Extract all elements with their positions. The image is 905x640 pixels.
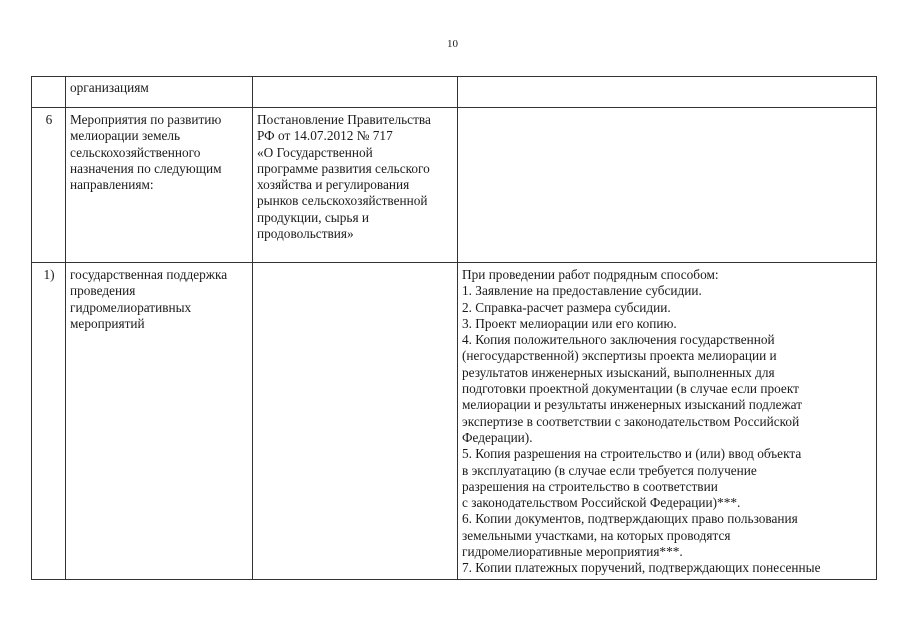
measure-cell bbox=[66, 263, 253, 580]
row-number-cell: 1) bbox=[32, 263, 66, 580]
cell-text-line: с законодательством Российской Федерации)***. bbox=[462, 495, 741, 511]
cell-text-line: экспертизе в соответствии с законодательством Российской bbox=[462, 413, 800, 429]
cell-text-line: государственная поддержка bbox=[70, 267, 228, 282]
cell-text-line: 3. Проект мелиорации или его копию. bbox=[462, 315, 677, 331]
cell-text-line: рынков сельскохозяйственной bbox=[257, 193, 428, 209]
cell-text-line: 7. Копии платежных поручений, подтверждающих понесенные bbox=[462, 560, 821, 576]
cell-text-line: Постановление Правительства bbox=[257, 112, 431, 127]
row-number-cell bbox=[32, 77, 66, 108]
legal-basis-cell bbox=[253, 108, 458, 263]
cell-text-line: 6. Копии документов, подтверждающих право пользования bbox=[462, 511, 798, 527]
page-number: 10 bbox=[447, 38, 458, 50]
cell-text-line: в эксплуатацию (в случае если требуется получение bbox=[462, 462, 757, 478]
cell-text-line: 5. Копия разрешения на строительство и (или) ввод объекта bbox=[462, 446, 802, 462]
cell-text-line: сельскохозяйственного bbox=[70, 144, 201, 160]
cell-text-line: программе развития сельского bbox=[257, 160, 430, 176]
cell-text-line: (негосударственной) экспертизы проекта мелиорации и bbox=[462, 348, 777, 364]
legal-basis-cell bbox=[253, 263, 458, 580]
cell-text-line: Федерации). bbox=[462, 429, 533, 445]
cell-text-line: направлениям: bbox=[70, 177, 154, 193]
cell-text-line: Мероприятия по развитию bbox=[70, 112, 222, 127]
cell-text-line: хозяйства и регулирования bbox=[257, 177, 410, 193]
row-number-cell: 6 bbox=[32, 108, 66, 263]
cell-text-line: земельными участками, на которых проводятся bbox=[462, 527, 731, 543]
cell-text-line: разрешения на строительство в соответствии bbox=[462, 478, 718, 494]
cell-text-line: проведения bbox=[70, 283, 136, 299]
cell-text-line: продовольствия» bbox=[257, 226, 354, 242]
legal-basis-cell bbox=[253, 77, 458, 108]
table-row bbox=[32, 263, 877, 580]
cell-text-line: 2. Справка-расчет размера субсидии. bbox=[462, 299, 671, 315]
cell-text-line: 4. Копия положительного заключения государственной bbox=[462, 332, 775, 348]
cell-text-line: «О Государственной bbox=[257, 144, 373, 160]
cell-text-line: При проведении работ подрядным способом: bbox=[462, 267, 719, 282]
cell-text-line: мероприятий bbox=[70, 315, 145, 331]
cell-text-line: организациям bbox=[70, 80, 149, 95]
cell-text-line: РФ от 14.07.2012 № 717 bbox=[257, 128, 393, 144]
documents-cell bbox=[458, 108, 877, 263]
table-row bbox=[32, 77, 877, 108]
measure-cell bbox=[66, 108, 253, 263]
cell-text-line: назначения по следующим bbox=[70, 160, 222, 176]
cell-text-line: подготовки проектной документации (в случае если проект bbox=[462, 381, 799, 397]
measure-cell bbox=[66, 77, 253, 108]
cell-text-line: мелиорации земель bbox=[70, 128, 181, 144]
documents-cell bbox=[458, 77, 877, 108]
table-row bbox=[32, 108, 877, 263]
cell-text-line: мелиорации и результаты инженерных изысканий подлежат bbox=[462, 397, 803, 413]
documents-cell bbox=[458, 263, 877, 580]
table-body bbox=[32, 77, 877, 580]
cell-text-line: гидромелиоративных bbox=[70, 299, 192, 315]
cell-text-line: 1. Заявление на предоставление субсидии. bbox=[462, 283, 702, 299]
cell-text-line: гидромелиоративные мероприятия***. bbox=[462, 544, 683, 560]
cell-text-line: продукции, сырья и bbox=[257, 209, 370, 225]
subsidy-documents-table bbox=[31, 76, 877, 580]
cell-text-line: результатов инженерных изысканий, выполненных для bbox=[462, 364, 775, 380]
